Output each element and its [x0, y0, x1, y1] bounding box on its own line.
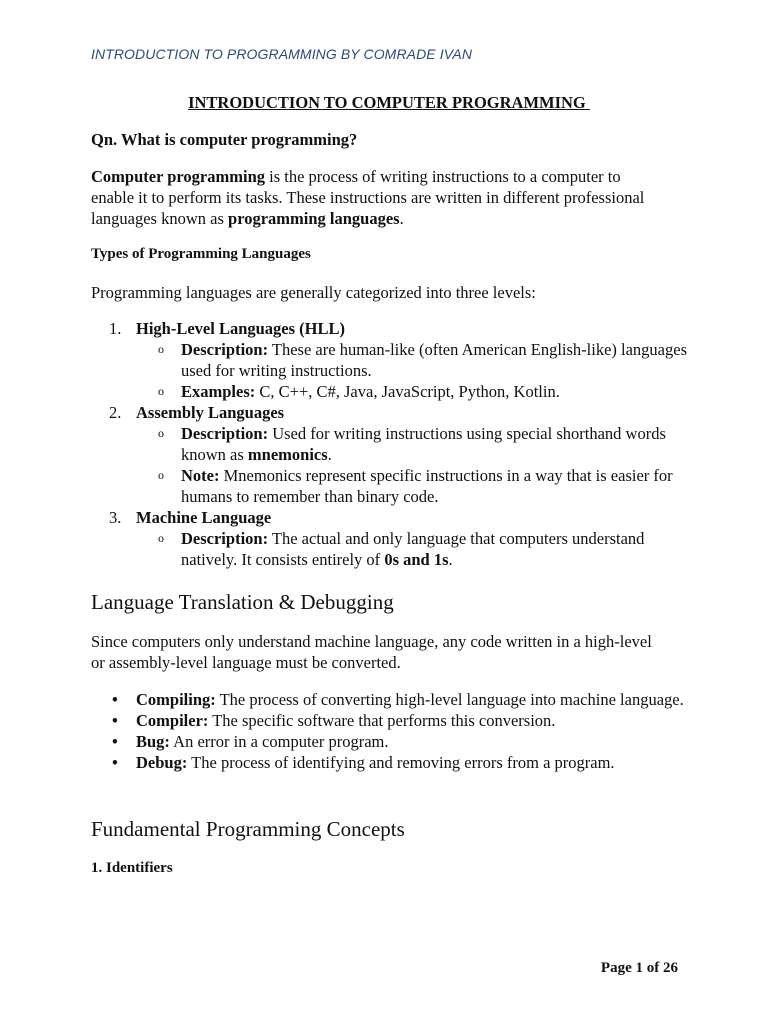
definition-paragraph: Computer programming is the process of writing instructions to a computer to enable it to perform its tasks. These instructions are written in different professional languages known as programming languages. [91, 167, 645, 228]
term-item: • Bug: An error in a computer program. [112, 732, 389, 751]
translation-heading: Language Translation & Debugging [91, 590, 394, 614]
translation-terms-list [91, 689, 691, 773]
document-title: INTRODUCTION TO COMPUTER PROGRAMMING [188, 93, 590, 112]
bullet-icon: • [112, 753, 118, 772]
level-item [91, 402, 691, 507]
definition-term: Computer programming [91, 167, 266, 186]
circle-bullet-icon: o [158, 426, 164, 440]
level-details [136, 423, 691, 507]
fundamentals-heading: Fundamental Programming Concepts [91, 817, 405, 841]
term-item: • Compiling: The process of converting high-level language into machine language. [112, 690, 684, 709]
bullet-icon: • [112, 690, 118, 709]
circle-bullet-icon: o [158, 342, 164, 356]
circle-bullet-icon: o [158, 384, 164, 398]
detail-item: o Description: Used for writing instructions using special shorthand words known as mnemonics. [158, 424, 666, 464]
level-item [91, 507, 691, 570]
bullet-icon: • [112, 711, 118, 730]
detail-item: o Examples: C, C++, C#, Java, JavaScript, Python, Kotlin. [158, 382, 560, 401]
question-heading: Qn. What is computer programming? [91, 130, 358, 149]
level-number: 1. [109, 319, 122, 338]
running-header: INTRODUCTION TO PROGRAMMING BY COMRADE IVAN [91, 46, 473, 62]
types-heading: Types of Programming Languages [91, 246, 311, 262]
detail-item: o Note: Mnemonics represent specific instructions in a way that is easier for humans to remember than binary code. [158, 466, 673, 506]
level-number: 3. [109, 508, 122, 527]
level-details [136, 339, 691, 402]
detail-item: o Description: These are human-like (often American English-like) languages used for writing instructions. [158, 340, 687, 380]
definition-text: is the process of writing instructions to a computer to enable it to perform its tasks. These instructions are written in different professional languages known as [91, 167, 645, 228]
level-details [136, 528, 691, 570]
level-title: High-Level Languages (HLL) [136, 319, 346, 338]
types-intro: Programming languages are generally categorized into three levels: [91, 283, 536, 302]
term-item: • Compiler: The specific software that performs this conversion. [112, 711, 556, 730]
detail-item: o Description: The actual and only language that computers understand natively. It consists entirely of 0s and 1s. [158, 529, 645, 569]
circle-bullet-icon: o [158, 531, 164, 545]
circle-bullet-icon: o [158, 468, 164, 482]
level-title: Assembly Languages [136, 403, 285, 422]
level-title: Machine Language [136, 508, 272, 527]
identifiers-heading: 1. Identifiers [91, 860, 173, 876]
level-item [91, 318, 691, 402]
language-levels-list [91, 318, 691, 570]
definition-bold-term: programming languages [228, 209, 400, 228]
term-item: • Debug: The process of identifying and removing errors from a program. [112, 753, 615, 772]
page-number: Page 1 of 26 [600, 960, 678, 976]
level-number: 2. [109, 403, 122, 422]
bullet-icon: • [112, 732, 118, 751]
translation-intro: Since computers only understand machine language, any code written in a high-level or assembly-level language must be converted. [91, 632, 652, 672]
